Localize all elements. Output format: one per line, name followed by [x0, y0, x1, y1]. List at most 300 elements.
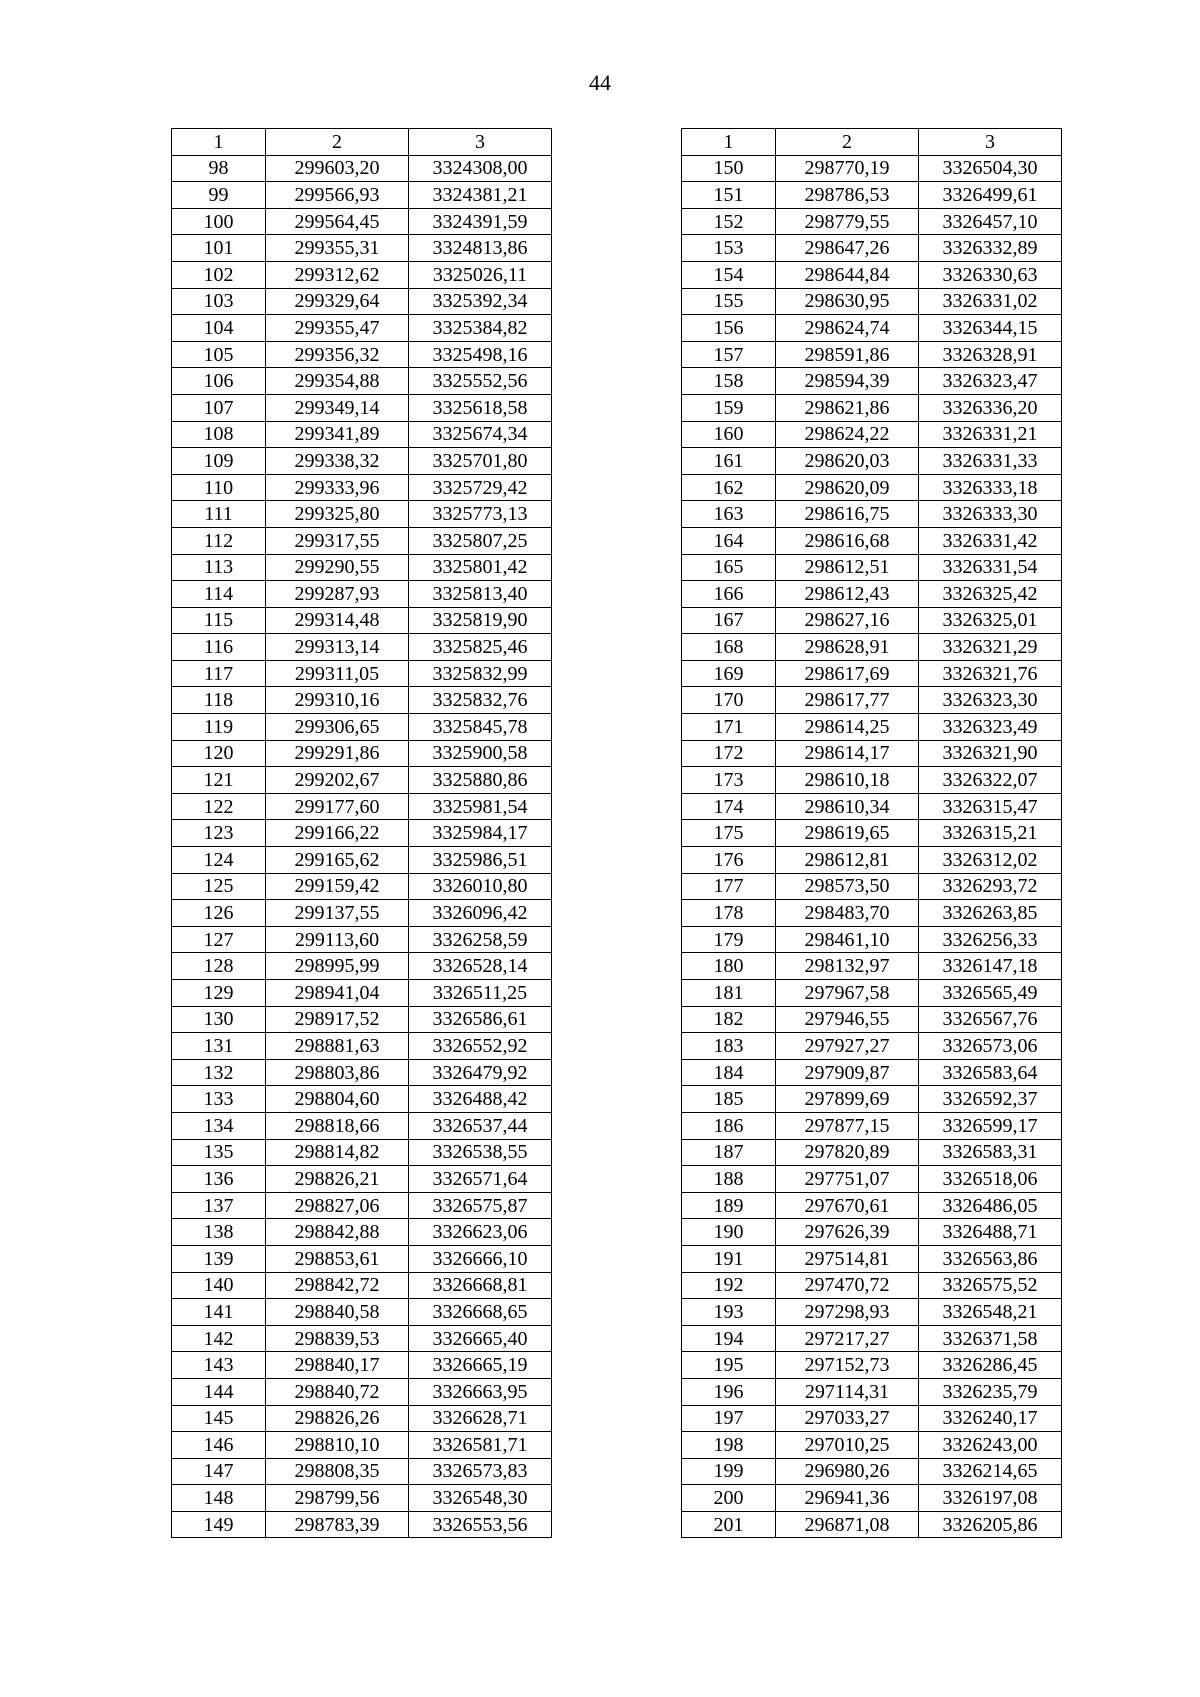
- point-number-cell: 185: [682, 1086, 776, 1113]
- x-coordinate-cell: 297152,73: [776, 1352, 919, 1379]
- point-number-cell: 184: [682, 1059, 776, 1086]
- point-number-cell: 99: [172, 182, 266, 209]
- y-coordinate-cell: 3326323,47: [919, 368, 1062, 395]
- x-coordinate-cell: 299314,48: [266, 607, 409, 634]
- table-row: [682, 847, 1062, 874]
- y-coordinate-cell: 3326479,92: [409, 1059, 552, 1086]
- point-number-cell: 183: [682, 1033, 776, 1060]
- table-row: [682, 155, 1062, 182]
- point-number-cell: 164: [682, 527, 776, 554]
- table-row: [172, 980, 552, 1007]
- x-coordinate-cell: 298840,17: [266, 1352, 409, 1379]
- point-number-cell: 150: [682, 155, 776, 182]
- table-row: [172, 926, 552, 953]
- table-row: [172, 1299, 552, 1326]
- x-coordinate-cell: 298842,88: [266, 1219, 409, 1246]
- y-coordinate-cell: 3326286,45: [919, 1352, 1062, 1379]
- table-row: [172, 1139, 552, 1166]
- point-number-cell: 121: [172, 767, 266, 794]
- x-coordinate-cell: 298941,04: [266, 980, 409, 1007]
- point-number-cell: 158: [682, 368, 776, 395]
- x-coordinate-cell: 298842,72: [266, 1272, 409, 1299]
- x-coordinate-cell: 299566,93: [266, 182, 409, 209]
- point-number-cell: 120: [172, 740, 266, 767]
- table-row: [172, 767, 552, 794]
- y-coordinate-cell: 3326668,65: [409, 1299, 552, 1326]
- point-number-cell: 153: [682, 235, 776, 262]
- table-row: [682, 1033, 1062, 1060]
- table-row: [172, 527, 552, 554]
- y-coordinate-cell: 3326628,71: [409, 1405, 552, 1432]
- point-number-cell: 104: [172, 315, 266, 342]
- table-row: [172, 394, 552, 421]
- y-coordinate-cell: 3326321,90: [919, 740, 1062, 767]
- table-row: [172, 448, 552, 475]
- x-coordinate-cell: 297114,31: [776, 1378, 919, 1405]
- y-coordinate-cell: 3326511,25: [409, 980, 552, 1007]
- x-coordinate-cell: 299355,47: [266, 315, 409, 342]
- x-coordinate-cell: 298786,53: [776, 182, 919, 209]
- point-number-cell: 112: [172, 527, 266, 554]
- x-coordinate-cell: 298610,18: [776, 767, 919, 794]
- header-column-3: 3: [409, 129, 552, 156]
- header-column-2: 2: [266, 129, 409, 156]
- point-number-cell: 156: [682, 315, 776, 342]
- x-coordinate-cell: 298799,56: [266, 1485, 409, 1512]
- y-coordinate-cell: 3326571,64: [409, 1166, 552, 1193]
- y-coordinate-cell: 3326371,58: [919, 1325, 1062, 1352]
- point-number-cell: 191: [682, 1245, 776, 1272]
- point-number-cell: 135: [172, 1139, 266, 1166]
- y-coordinate-cell: 3325813,40: [409, 581, 552, 608]
- x-coordinate-cell: 298783,39: [266, 1511, 409, 1538]
- y-coordinate-cell: 3326573,83: [409, 1458, 552, 1485]
- point-number-cell: 197: [682, 1405, 776, 1432]
- point-number-cell: 142: [172, 1325, 266, 1352]
- y-coordinate-cell: 3326328,91: [919, 341, 1062, 368]
- point-number-cell: 182: [682, 1006, 776, 1033]
- y-coordinate-cell: 3326331,42: [919, 527, 1062, 554]
- table-row: [682, 1166, 1062, 1193]
- y-coordinate-cell: 3326623,06: [409, 1219, 552, 1246]
- x-coordinate-cell: 298770,19: [776, 155, 919, 182]
- x-coordinate-cell: 298616,75: [776, 501, 919, 528]
- x-coordinate-cell: 298804,60: [266, 1086, 409, 1113]
- x-coordinate-cell: 299159,42: [266, 873, 409, 900]
- y-coordinate-cell: 3326323,30: [919, 687, 1062, 714]
- table-row: [172, 953, 552, 980]
- table-row: [172, 1432, 552, 1459]
- point-number-cell: 131: [172, 1033, 266, 1060]
- table-row: [682, 660, 1062, 687]
- y-coordinate-cell: 3325986,51: [409, 847, 552, 874]
- point-number-cell: 107: [172, 394, 266, 421]
- table-row: [682, 1432, 1062, 1459]
- point-number-cell: 165: [682, 554, 776, 581]
- y-coordinate-cell: 3326323,49: [919, 714, 1062, 741]
- x-coordinate-cell: 298591,86: [776, 341, 919, 368]
- x-coordinate-cell: 297514,81: [776, 1245, 919, 1272]
- x-coordinate-cell: 298483,70: [776, 900, 919, 927]
- x-coordinate-cell: 299564,45: [266, 208, 409, 235]
- point-number-cell: 127: [172, 926, 266, 953]
- coordinates-table-right: [681, 128, 1062, 1538]
- x-coordinate-cell: 298803,86: [266, 1059, 409, 1086]
- table-row: [682, 1112, 1062, 1139]
- y-coordinate-cell: 3325384,82: [409, 315, 552, 342]
- point-number-cell: 177: [682, 873, 776, 900]
- header-column-3: 3: [919, 129, 1062, 156]
- table-row: [172, 1405, 552, 1432]
- y-coordinate-cell: 3326538,55: [409, 1139, 552, 1166]
- y-coordinate-cell: 3326010,80: [409, 873, 552, 900]
- y-coordinate-cell: 3326565,49: [919, 980, 1062, 1007]
- table-row: [172, 1166, 552, 1193]
- point-number-cell: 190: [682, 1219, 776, 1246]
- y-coordinate-cell: 3326240,17: [919, 1405, 1062, 1432]
- table-row: [682, 1511, 1062, 1538]
- table-row: [682, 1086, 1062, 1113]
- point-number-cell: 119: [172, 714, 266, 741]
- y-coordinate-cell: 3325832,76: [409, 687, 552, 714]
- table-row: [682, 1059, 1062, 1086]
- point-number-cell: 102: [172, 261, 266, 288]
- point-number-cell: 178: [682, 900, 776, 927]
- point-number-cell: 201: [682, 1511, 776, 1538]
- y-coordinate-cell: 3326321,29: [919, 634, 1062, 661]
- point-number-cell: 154: [682, 261, 776, 288]
- x-coordinate-cell: 297033,27: [776, 1405, 919, 1432]
- table-row: [682, 900, 1062, 927]
- table-row: [172, 1192, 552, 1219]
- x-coordinate-cell: 298594,39: [776, 368, 919, 395]
- table-row: [172, 660, 552, 687]
- table-row: [172, 1511, 552, 1538]
- point-number-cell: 126: [172, 900, 266, 927]
- table-row: [172, 607, 552, 634]
- point-number-cell: 125: [172, 873, 266, 900]
- x-coordinate-cell: 298840,58: [266, 1299, 409, 1326]
- table-row: [172, 341, 552, 368]
- y-coordinate-cell: 3326575,52: [919, 1272, 1062, 1299]
- y-coordinate-cell: 3326331,02: [919, 288, 1062, 315]
- table-row: [172, 182, 552, 209]
- x-coordinate-cell: 297877,15: [776, 1112, 919, 1139]
- x-coordinate-cell: 297217,27: [776, 1325, 919, 1352]
- table-row: [172, 847, 552, 874]
- x-coordinate-cell: 298818,66: [266, 1112, 409, 1139]
- table-row: [172, 1352, 552, 1379]
- table-row: [682, 341, 1062, 368]
- table-row: [682, 873, 1062, 900]
- y-coordinate-cell: 3326583,64: [919, 1059, 1062, 1086]
- point-number-cell: 151: [682, 182, 776, 209]
- point-number-cell: 124: [172, 847, 266, 874]
- table-row: [682, 634, 1062, 661]
- y-coordinate-cell: 3326668,81: [409, 1272, 552, 1299]
- x-coordinate-cell: 299290,55: [266, 554, 409, 581]
- x-coordinate-cell: 298624,74: [776, 315, 919, 342]
- table-row: [682, 607, 1062, 634]
- table-row: [682, 474, 1062, 501]
- header-column-1: 1: [172, 129, 266, 156]
- x-coordinate-cell: 298612,51: [776, 554, 919, 581]
- table-row: [682, 527, 1062, 554]
- table-row: [682, 953, 1062, 980]
- point-number-cell: 134: [172, 1112, 266, 1139]
- y-coordinate-cell: 3326553,56: [409, 1511, 552, 1538]
- y-coordinate-cell: 3326331,21: [919, 421, 1062, 448]
- y-coordinate-cell: 3326315,21: [919, 820, 1062, 847]
- y-coordinate-cell: 3326293,72: [919, 873, 1062, 900]
- y-coordinate-cell: 3325845,78: [409, 714, 552, 741]
- point-number-cell: 103: [172, 288, 266, 315]
- point-number-cell: 144: [172, 1378, 266, 1405]
- point-number-cell: 111: [172, 501, 266, 528]
- x-coordinate-cell: 297927,27: [776, 1033, 919, 1060]
- point-number-cell: 133: [172, 1086, 266, 1113]
- point-number-cell: 163: [682, 501, 776, 528]
- y-coordinate-cell: 3326665,19: [409, 1352, 552, 1379]
- x-coordinate-cell: 299312,62: [266, 261, 409, 288]
- table-row: [682, 501, 1062, 528]
- x-coordinate-cell: 299287,93: [266, 581, 409, 608]
- x-coordinate-cell: 298617,69: [776, 660, 919, 687]
- table-row: [172, 315, 552, 342]
- table-row: [172, 1458, 552, 1485]
- x-coordinate-cell: 297909,87: [776, 1059, 919, 1086]
- y-coordinate-cell: 3326499,61: [919, 182, 1062, 209]
- point-number-cell: 128: [172, 953, 266, 980]
- point-number-cell: 155: [682, 288, 776, 315]
- table-row: [682, 581, 1062, 608]
- table-row: [172, 740, 552, 767]
- point-number-cell: 194: [682, 1325, 776, 1352]
- y-coordinate-cell: 3326504,30: [919, 155, 1062, 182]
- y-coordinate-cell: 3325880,86: [409, 767, 552, 794]
- x-coordinate-cell: 299355,31: [266, 235, 409, 262]
- table-row: [172, 1086, 552, 1113]
- coordinates-table-left: [171, 128, 552, 1538]
- table-row: [682, 767, 1062, 794]
- x-coordinate-cell: 298621,86: [776, 394, 919, 421]
- x-coordinate-cell: 298620,09: [776, 474, 919, 501]
- x-coordinate-cell: 298628,91: [776, 634, 919, 661]
- table-row: [682, 1299, 1062, 1326]
- point-number-cell: 175: [682, 820, 776, 847]
- y-coordinate-cell: 3325832,99: [409, 660, 552, 687]
- point-number-cell: 109: [172, 448, 266, 475]
- point-number-cell: 192: [682, 1272, 776, 1299]
- x-coordinate-cell: 297820,89: [776, 1139, 919, 1166]
- x-coordinate-cell: 298917,52: [266, 1006, 409, 1033]
- table-row: [172, 1033, 552, 1060]
- y-coordinate-cell: 3326312,02: [919, 847, 1062, 874]
- x-coordinate-cell: 298624,22: [776, 421, 919, 448]
- y-coordinate-cell: 3326518,06: [919, 1166, 1062, 1193]
- y-coordinate-cell: 3326488,71: [919, 1219, 1062, 1246]
- x-coordinate-cell: 298610,34: [776, 793, 919, 820]
- x-coordinate-cell: 298840,72: [266, 1378, 409, 1405]
- table-row: [172, 634, 552, 661]
- x-coordinate-cell: 297670,61: [776, 1192, 919, 1219]
- y-coordinate-cell: 3326573,06: [919, 1033, 1062, 1060]
- x-coordinate-cell: 298827,06: [266, 1192, 409, 1219]
- point-number-cell: 143: [172, 1352, 266, 1379]
- x-coordinate-cell: 298647,26: [776, 235, 919, 262]
- x-coordinate-cell: 299603,20: [266, 155, 409, 182]
- point-number-cell: 110: [172, 474, 266, 501]
- y-coordinate-cell: 3326592,37: [919, 1086, 1062, 1113]
- point-number-cell: 162: [682, 474, 776, 501]
- y-coordinate-cell: 3326537,44: [409, 1112, 552, 1139]
- x-coordinate-cell: 298808,35: [266, 1458, 409, 1485]
- table-row: [682, 368, 1062, 395]
- y-coordinate-cell: 3326575,87: [409, 1192, 552, 1219]
- x-coordinate-cell: 299349,14: [266, 394, 409, 421]
- table-row: [682, 1272, 1062, 1299]
- point-number-cell: 180: [682, 953, 776, 980]
- x-coordinate-cell: 297751,07: [776, 1166, 919, 1193]
- table-row: [172, 155, 552, 182]
- table-row: [172, 1485, 552, 1512]
- x-coordinate-cell: 298614,17: [776, 740, 919, 767]
- y-coordinate-cell: 3325552,56: [409, 368, 552, 395]
- y-coordinate-cell: 3326330,63: [919, 261, 1062, 288]
- point-number-cell: 141: [172, 1299, 266, 1326]
- y-coordinate-cell: 3326197,08: [919, 1485, 1062, 1512]
- table-row: [682, 1245, 1062, 1272]
- y-coordinate-cell: 3325498,16: [409, 341, 552, 368]
- table-row: [682, 714, 1062, 741]
- x-coordinate-cell: 299356,32: [266, 341, 409, 368]
- y-coordinate-cell: 3324308,00: [409, 155, 552, 182]
- x-coordinate-cell: 299317,55: [266, 527, 409, 554]
- point-number-cell: 148: [172, 1485, 266, 1512]
- table-row: [172, 261, 552, 288]
- x-coordinate-cell: 298612,81: [776, 847, 919, 874]
- y-coordinate-cell: 3326325,01: [919, 607, 1062, 634]
- x-coordinate-cell: 299338,32: [266, 448, 409, 475]
- x-coordinate-cell: 299291,86: [266, 740, 409, 767]
- x-coordinate-cell: 298573,50: [776, 873, 919, 900]
- point-number-cell: 167: [682, 607, 776, 634]
- y-coordinate-cell: 3326256,33: [919, 926, 1062, 953]
- table-row: [172, 1112, 552, 1139]
- y-coordinate-cell: 3326321,76: [919, 660, 1062, 687]
- x-coordinate-cell: 299113,60: [266, 926, 409, 953]
- point-number-cell: 161: [682, 448, 776, 475]
- table-row: [682, 1219, 1062, 1246]
- x-coordinate-cell: 296941,36: [776, 1485, 919, 1512]
- point-number-cell: 129: [172, 980, 266, 1007]
- table-row: [682, 394, 1062, 421]
- y-coordinate-cell: 3325773,13: [409, 501, 552, 528]
- table-header-row: [682, 129, 1062, 156]
- x-coordinate-cell: 297626,39: [776, 1219, 919, 1246]
- y-coordinate-cell: 3326563,86: [919, 1245, 1062, 1272]
- y-coordinate-cell: 3326586,61: [409, 1006, 552, 1033]
- point-number-cell: 98: [172, 155, 266, 182]
- table-row: [172, 368, 552, 395]
- y-coordinate-cell: 3326333,18: [919, 474, 1062, 501]
- table-row: [172, 208, 552, 235]
- y-coordinate-cell: 3325984,17: [409, 820, 552, 847]
- y-coordinate-cell: 3325618,58: [409, 394, 552, 421]
- y-coordinate-cell: 3326583,31: [919, 1139, 1062, 1166]
- y-coordinate-cell: 3326263,85: [919, 900, 1062, 927]
- x-coordinate-cell: 298995,99: [266, 953, 409, 980]
- table-header-row: [172, 129, 552, 156]
- x-coordinate-cell: 299310,16: [266, 687, 409, 714]
- y-coordinate-cell: 3326214,65: [919, 1458, 1062, 1485]
- x-coordinate-cell: 299166,22: [266, 820, 409, 847]
- point-number-cell: 139: [172, 1245, 266, 1272]
- table-row: [682, 1192, 1062, 1219]
- point-number-cell: 118: [172, 687, 266, 714]
- x-coordinate-cell: 298779,55: [776, 208, 919, 235]
- point-number-cell: 173: [682, 767, 776, 794]
- point-number-cell: 171: [682, 714, 776, 741]
- point-number-cell: 193: [682, 1299, 776, 1326]
- point-number-cell: 166: [682, 581, 776, 608]
- y-coordinate-cell: 3326325,42: [919, 581, 1062, 608]
- y-coordinate-cell: 3325807,25: [409, 527, 552, 554]
- y-coordinate-cell: 3325701,80: [409, 448, 552, 475]
- table-row: [172, 288, 552, 315]
- point-number-cell: 198: [682, 1432, 776, 1459]
- table-row: [682, 1139, 1062, 1166]
- x-coordinate-cell: 299306,65: [266, 714, 409, 741]
- x-coordinate-cell: 298644,84: [776, 261, 919, 288]
- table-row: [172, 421, 552, 448]
- y-coordinate-cell: 3325819,90: [409, 607, 552, 634]
- table-row: [682, 1485, 1062, 1512]
- y-coordinate-cell: 3326548,30: [409, 1485, 552, 1512]
- point-number-cell: 159: [682, 394, 776, 421]
- point-number-cell: 115: [172, 607, 266, 634]
- point-number-cell: 199: [682, 1458, 776, 1485]
- y-coordinate-cell: 3326315,47: [919, 793, 1062, 820]
- y-coordinate-cell: 3326258,59: [409, 926, 552, 953]
- x-coordinate-cell: 299177,60: [266, 793, 409, 820]
- x-coordinate-cell: 299341,89: [266, 421, 409, 448]
- table-row: [682, 1405, 1062, 1432]
- x-coordinate-cell: 298617,77: [776, 687, 919, 714]
- table-row: [172, 1059, 552, 1086]
- x-coordinate-cell: 299202,67: [266, 767, 409, 794]
- x-coordinate-cell: 298612,43: [776, 581, 919, 608]
- point-number-cell: 105: [172, 341, 266, 368]
- x-coordinate-cell: 299333,96: [266, 474, 409, 501]
- x-coordinate-cell: 297899,69: [776, 1086, 919, 1113]
- point-number-cell: 136: [172, 1166, 266, 1193]
- x-coordinate-cell: 298839,53: [266, 1325, 409, 1352]
- y-coordinate-cell: 3326663,95: [409, 1378, 552, 1405]
- x-coordinate-cell: 298614,25: [776, 714, 919, 741]
- y-coordinate-cell: 3326331,33: [919, 448, 1062, 475]
- table-row: [682, 261, 1062, 288]
- x-coordinate-cell: 297946,55: [776, 1006, 919, 1033]
- y-coordinate-cell: 3326599,17: [919, 1112, 1062, 1139]
- y-coordinate-cell: 3324381,21: [409, 182, 552, 209]
- x-coordinate-cell: 298810,10: [266, 1432, 409, 1459]
- x-coordinate-cell: 298616,68: [776, 527, 919, 554]
- point-number-cell: 147: [172, 1458, 266, 1485]
- y-coordinate-cell: 3325900,58: [409, 740, 552, 767]
- point-number-cell: 186: [682, 1112, 776, 1139]
- point-number-cell: 122: [172, 793, 266, 820]
